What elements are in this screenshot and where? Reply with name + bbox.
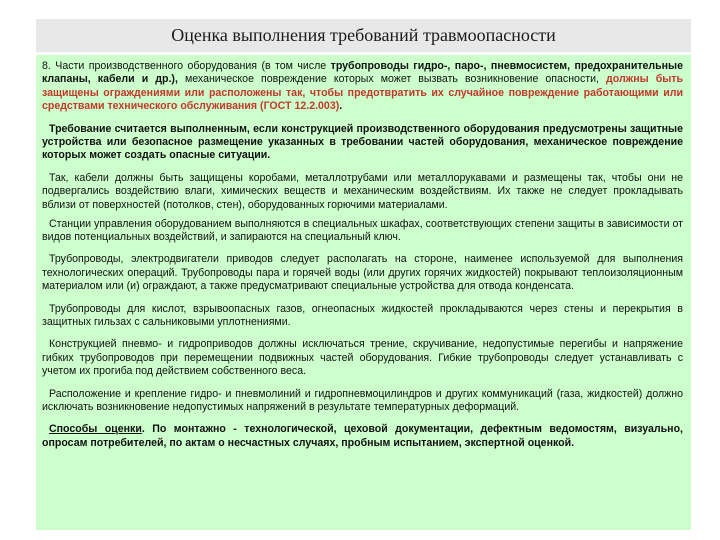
- requirement-parts-list: трубопроводы гидро-, паро-, пневмосистем, предохранительные клапаны, кабели и др.),: [42, 60, 683, 86]
- paragraph-acid-pipelines: Трубопроводы для кислот, взрывоопасных газов, огнеопасных жидкостей прокладываются через стены и перекрытия в защитных гильзах с сальниковыми уплотнениями.: [42, 302, 683, 328]
- evaluation-methods-label: Способы оценки: [49, 423, 142, 436]
- evaluation-methods-text: . По монтажно - технологической, цеховой документации, дефектным ведомостям, визуально, опросам потребителей, по актам о несчастных случаях, пробным испытанием, экспертной оценкой.: [42, 423, 683, 449]
- requirement-end: .: [339, 100, 343, 113]
- paragraph-evaluation-methods: [42, 423, 683, 450]
- paragraph-requirement: [42, 60, 683, 114]
- requirement-highlight: должны быть защищены ограждениями или расположены так, чтобы предотвратить их случайное повреждение работающими или средствами технического обслуживания (ГОСТ 12.2.003): [42, 73, 683, 113]
- paragraph-control-stations: Станции управления оборудованием выполняются в специальных шкафах, соответствующих степени защиты в зависимости от видов потенциальных воздействий, и запираются на специальный ключ.: [42, 217, 683, 243]
- content-panel: [36, 55, 691, 530]
- title-bar: [36, 19, 691, 52]
- paragraph-hydro-lines: Расположение и крепление гидро- и пневмолиний и гидропневмоцилиндров и других коммуникаций (газа, жидкостей) должно исключать возникновение недопустимых напряжений в результате температурных деформаций.: [42, 387, 683, 414]
- paragraph-pipelines: Трубопроводы, электродвигатели приводов следует располагать на стороне, наименее используемой для выполнения технологических операций. Трубопроводы пара и горячей воды (или других горячих жидкостей) покрывают теплоизоляционным материалом или (и) ограждают, а также предусматривают специальные устройства для отвода конденсата.: [42, 253, 683, 293]
- paragraph-drives: Конструкцией пневмо- и гидроприводов должны исключаться трение, скручивание, недопустимые перегибы и напряжение гибких трубопроводов при перемещении подвижных частей оборудования. Гибкие трубопроводы следует устанавливать с учетом их прогиба под действием собственного веса.: [42, 338, 683, 378]
- paragraph-cables: Так, кабели должны быть защищены коробами, металлотрубами или металлорукавами и размещены так, чтобы они не подвергались воздействию влаги, химических веществ и механическим воздействиям. Их также не следует прокладывать вблизи от поверхностей (потолков, стен), оборудованных горючими материалами.: [42, 171, 683, 211]
- paragraph-fulfilled: Требование считается выполненным, если конструкцией производственного оборудования предусмотрены защитные устройства или безопасное размещение указанных в требовании частей оборудования, механическое повреждение которых может создать опасные ситуации.: [42, 122, 683, 162]
- requirement-text-1: 8. Части производственного оборудования (в том числе: [42, 60, 331, 72]
- requirement-text-2: механическое повреждение которых может вызвать возникновение опасности,: [177, 73, 607, 86]
- page-title: Оценка выполнения требований травмоопасности: [171, 25, 556, 45]
